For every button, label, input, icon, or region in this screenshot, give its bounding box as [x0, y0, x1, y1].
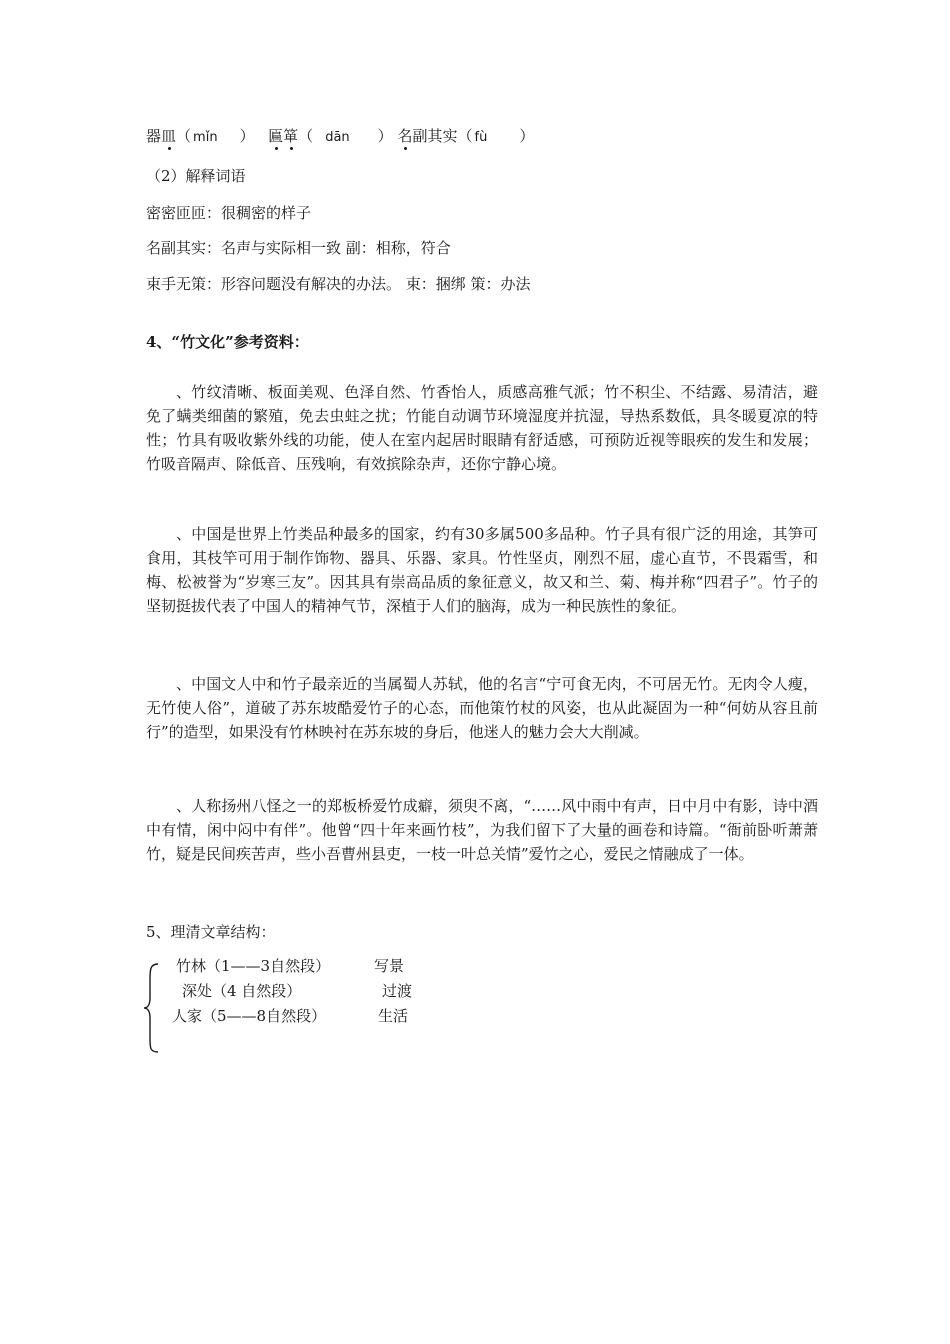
close-paren: ）: [519, 127, 535, 145]
vocab-heading: （2）解释词语: [146, 167, 246, 185]
word-biandan-char1: 匾: [268, 127, 284, 145]
structure-row-2-part: 深处（4 自然段）: [182, 982, 302, 1000]
left-brace-icon: [142, 962, 162, 1054]
pinyin-min: mǐn: [193, 130, 218, 145]
structure-row-3-part: 人家（5——8自然段）: [172, 1007, 327, 1025]
word-mingfu-char1: 名: [397, 127, 413, 145]
word-qimin-char1: 器: [146, 127, 162, 145]
structure-row-3-label: 生活: [378, 1007, 409, 1025]
vocab-item-shushouwuce: 束手无策：形容问题没有解决的办法。 束：捆绑 策：办法: [146, 275, 531, 293]
word-mingfu-rest: 副其实: [412, 127, 458, 145]
close-paren: ）: [239, 127, 255, 145]
bamboo-paragraph-1: 、竹纹清晰、板面美观、色泽自然、竹香怡人，质感高雅气派；竹不积尘、不结露、易清洁，避免了螨类细菌的繁殖，免去虫蛀之扰；竹能自动调节环境湿度并抗湿，导热系数低，具冬暖夏凉的特性；竹具有吸收紫外线的功能，使人在室内起居时眼睛有舒适感，可预防近视等眼疾的发生和发展；竹吸音隔声、除低音、压残响，有效摈除杂声，还你宁静心境。: [146, 383, 818, 473]
word-qimin-char2: 皿: [161, 127, 177, 145]
pinyin-dan: dān: [325, 130, 350, 145]
structure-row-2-label: 过渡: [382, 982, 413, 1000]
close-paren: ）: [377, 127, 393, 145]
word-biandan-char2: 箪: [283, 127, 299, 145]
pinyin-fu: fù: [474, 130, 488, 145]
vocab-item-mingfuqishi: 名副其实：名声与实际相一致 副：相称，符合: [146, 239, 451, 257]
section4-title: 4、“竹文化”参考资料：: [146, 333, 309, 351]
open-paren: （: [176, 127, 192, 145]
bamboo-paragraph-2: 、中国是世界上竹类品种最多的国家，约有30多属500多品种。竹子具有很广泛的用途，其笋可食用，其枝竿可用于制作饰物、器具、乐器、家具。竹性坚贞，刚烈不屈，虚心直节，不畏霜雪，和梅、松被誉为“岁寒三友”。因其具有崇高品质的象征意义，故又和兰、菊、梅并称“四君子”。竹子的坚韧挺拔代表了中国人的精神气节，深植于人们的脑海，成为一种民族性的象征。: [146, 525, 818, 615]
structure-row-1-label: 写景: [374, 957, 405, 975]
structure-row-1-part: 竹林（1——3自然段）: [176, 957, 331, 975]
bamboo-paragraph-3: 、中国文人中和竹子最亲近的当属蜀人苏轼，他的名言“宁可食无肉，不可居无竹。无肉令人瘦，无竹使人俗”，道破了苏东坡酷爱竹子的心态，而他策竹杖的风姿，也从此凝固为一种“何妨从容且前行”的造型，如果没有竹林映衬在苏东坡的身后，他迷人的魅力会大大削减。: [146, 675, 818, 741]
section5-title: 5、理清文章结构：: [146, 923, 276, 941]
vocab-item-mimizaza: 密密匝匝：很稠密的样子: [146, 204, 312, 222]
open-paren: （: [457, 127, 473, 145]
bamboo-paragraph-4: 、人称扬州八怪之一的郑板桥爱竹成癖，须臾不离，“……风中雨中有声，日中月中有影，诗中酒中有情，闲中闷中有伴”。他曾“四十年来画竹枝”，为我们留下了大量的画卷和诗篇。“衙前卧听萧萧竹，疑是民间疾苦声，些小吾曹州县吏，一枝一叶总关情”爱竹之心，爱民之情融成了一体。: [146, 797, 818, 863]
open-paren: （: [298, 127, 314, 145]
pronunciation-line: [146, 126, 534, 148]
